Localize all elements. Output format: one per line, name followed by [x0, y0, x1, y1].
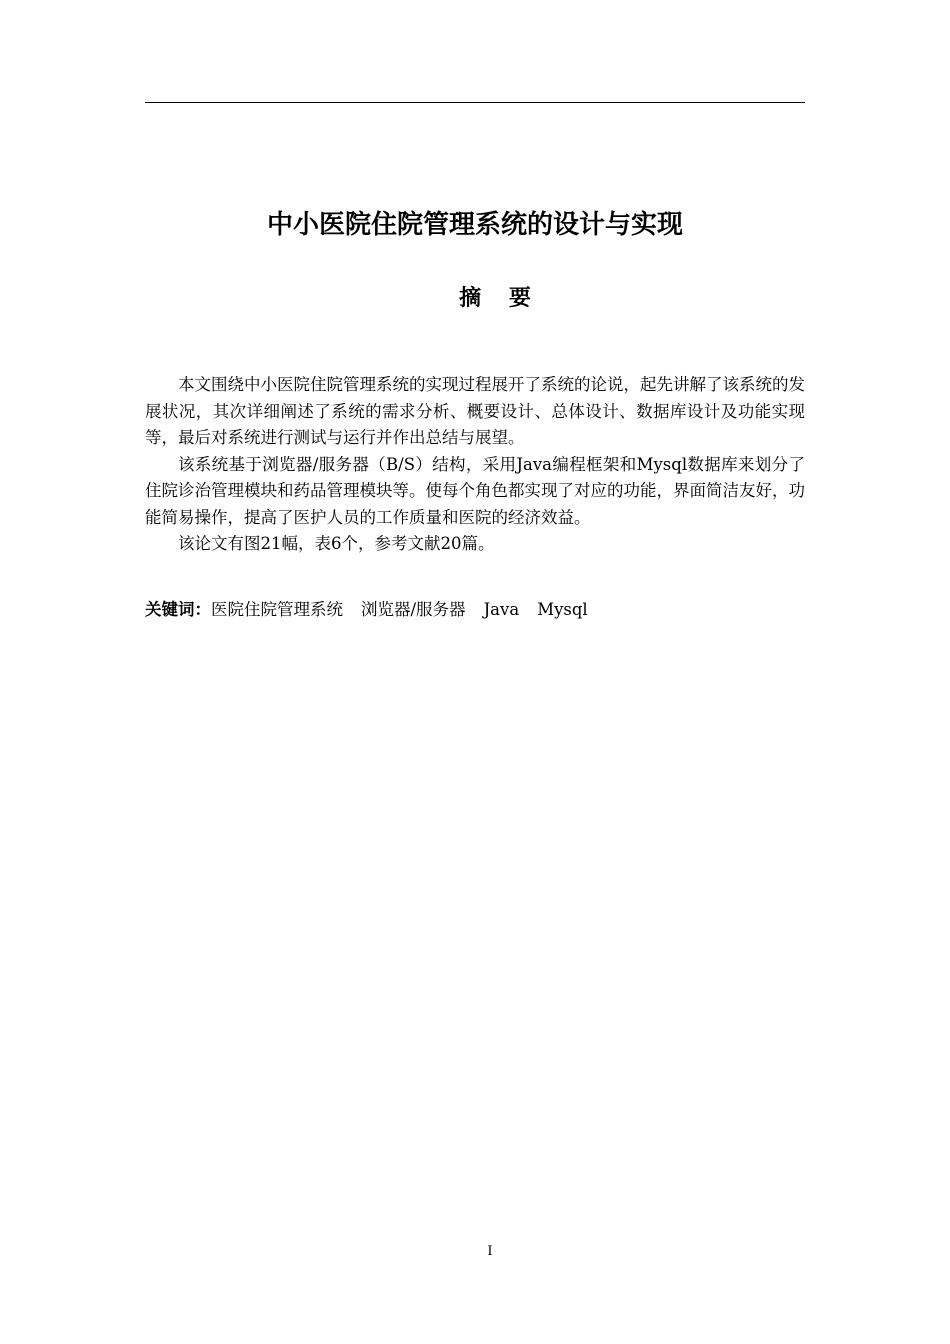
keywords-line — [145, 597, 805, 623]
page-number: I — [487, 1244, 493, 1259]
header-rule — [145, 102, 805, 103]
abstract-heading: 摘 要 — [459, 286, 541, 311]
paper-title: 中小医院住院管理系统的设计与实现 — [266, 210, 683, 240]
abstract-paragraph: 该论文有图21幅，表6个，参考文献20篇。 — [178, 534, 495, 553]
abstract-body — [145, 372, 805, 558]
keywords-label: 关键词： — [145, 600, 211, 619]
abstract-paragraph: 该系统基于浏览器/服务器（B/S）结构，采用Java编程框架和Mysql数据库来划分了住院诊治管理模块和药品管理模块等。使每个角色都实现了对应的功能，界面简洁友好，功能简易操作，提高了医护人员的工作质量和医院的经济效益。 — [145, 454, 805, 527]
keyword: Mysql — [537, 600, 588, 619]
keyword: 医院住院管理系统 — [211, 600, 343, 619]
keyword: Java — [483, 600, 520, 619]
keyword: 浏览器/服务器 — [361, 600, 466, 619]
abstract-paragraph: 本文围绕中小医院住院管理系统的实现过程展开了系统的论说，起先讲解了该系统的发展状况，其次详细阐述了系统的需求分析、概要设计、总体设计、数据库设计及功能实现等，最后对系统进行测试与运行并作出总结与展望。 — [145, 375, 805, 447]
